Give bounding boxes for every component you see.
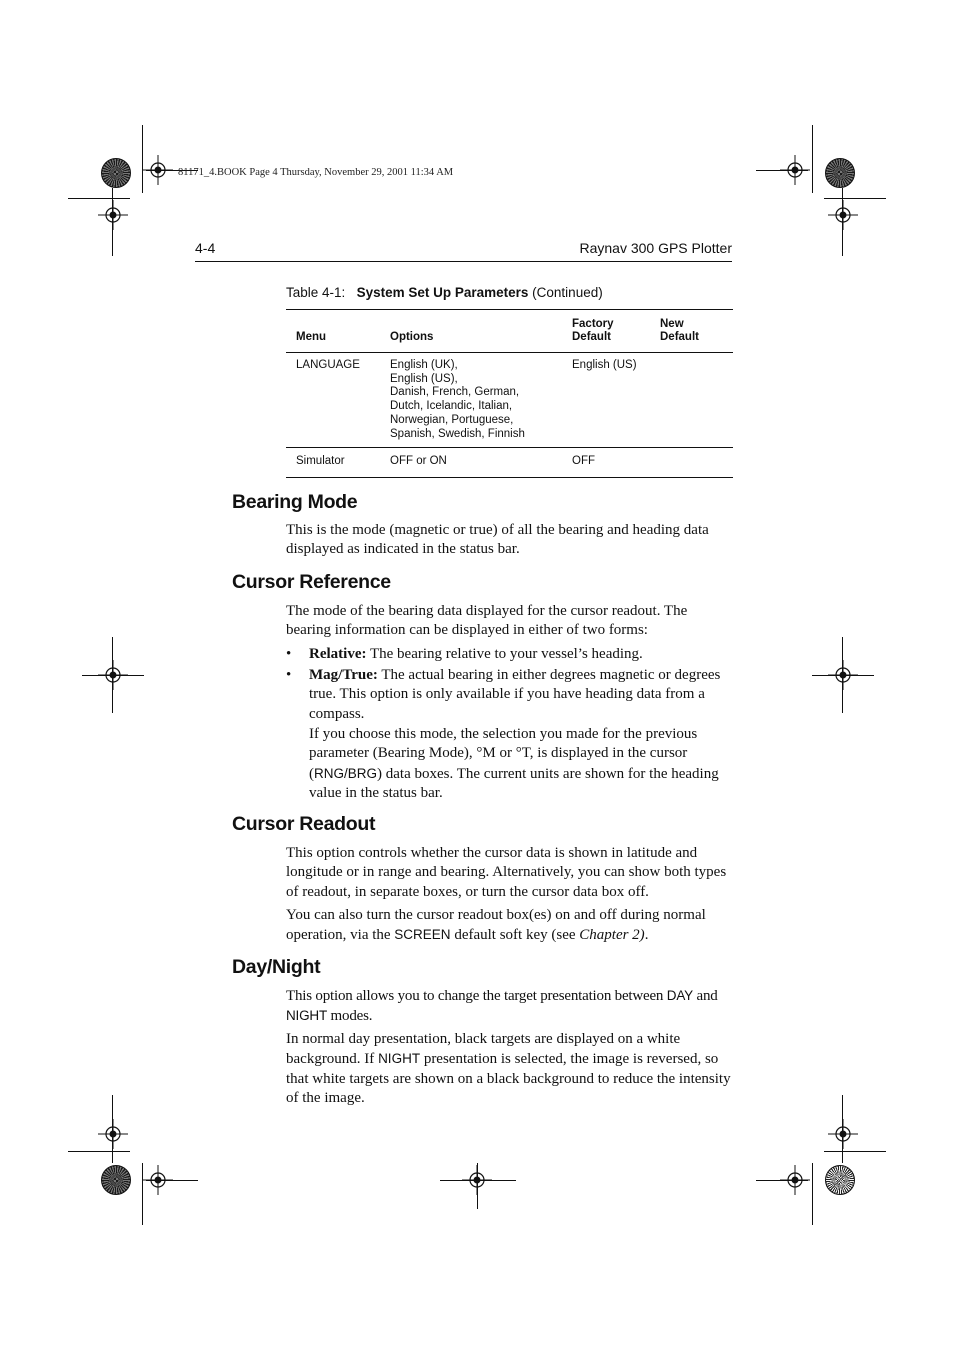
option-line: Norwegian, Portuguese, [390,413,514,426]
table-cell-menu: LANGUAGE [296,359,360,371]
registration-target-icon [98,660,128,690]
table-caption [286,285,603,300]
night-keyword: NIGHT [378,1051,421,1067]
table-cell-menu: Simulator [296,455,345,468]
table-cell-new-default [650,448,733,478]
relative-text: The bearing relative to your vessel’s heading. [366,646,643,662]
table-cell-factory-default: English (US) [572,359,637,371]
bearing-mode-paragraph: This is the mode (magnetic or true) of all the bearing and heading data displayed as indicated in the status bar. [286,522,709,558]
text-run: This option allows you to change the target presentation between [286,988,667,1004]
bullet-marker: • [286,667,292,683]
registration-target-icon [98,1119,128,1149]
table-header-row [286,310,733,353]
column-header-factory-line1: Factory [572,318,614,330]
mag-true-label: Mag/True: [309,667,378,683]
option-line: Dutch, Icelandic, Italian, [390,400,513,413]
option-line: English (US), [390,372,458,385]
bullet-relative [309,645,734,664]
crop-line [824,198,886,199]
cursor-readout-paragraph-2 [286,906,734,946]
screen-keyword: SCREEN [394,927,451,943]
table-row [286,353,733,448]
registration-target-icon [828,200,858,230]
bullet-mag-true [309,666,734,724]
option-line: Danish, French, German, [390,386,520,399]
table-caption-label: Table 4-1: [286,285,346,300]
heading-bearing-mode: Bearing Mode [232,491,358,513]
mag-true-extra-text: ) data boxes. The current units are shown for the heading value in the status bar. [309,765,719,802]
text-run: In normal day presentation, black targets are displayed on a white background. If [286,1031,681,1068]
night-keyword: NIGHT [286,1008,327,1024]
crop-line [68,198,130,199]
crop-line [812,125,813,193]
registration-target-icon [828,1119,858,1149]
column-header-factory-default [562,310,650,353]
mag-true-continuation [309,725,734,804]
table-cell-options [380,448,562,478]
day-night-paragraph [286,986,734,1027]
option-line: OFF or ON [390,455,447,468]
system-setup-table [286,309,733,478]
column-header-factory-line2: Default [572,331,611,343]
table-cell-new-default [650,353,733,448]
heading-cursor-readout: Cursor Readout [232,813,376,835]
text-run: modes. [327,1008,373,1025]
crop-line [824,1151,886,1152]
heading-cursor-reference: Cursor Reference [232,571,391,593]
table-row [286,448,733,478]
registration-rosette-icon [825,1165,855,1195]
registration-rosette-icon [101,158,131,188]
registration-target-icon [143,155,173,185]
day-keyword: DAY [666,988,693,1003]
table-caption-title: System Set Up Parameters [356,285,529,300]
rng-brg-keyword: RNG/BRG [314,765,378,781]
page-number: 4-4 [195,240,216,256]
cursor-readout-paragraph: This option controls whether the cursor data is shown in latitude and longitude or in range and bearing. Alternatively, you can show both types of readout, in separate boxes, or turn the cursor data box off. [286,845,727,900]
column-header-new-line2: Default [660,331,699,343]
header-rule [195,261,732,262]
text-run: presentation is selected, the image is reversed, so that white targets are shown on a black background to reduce the intensity of the image. [286,1051,731,1107]
registration-target-icon [828,660,858,690]
table-caption-suffix: (Continued) [532,285,603,300]
heading-day-night: Day/Night [232,956,321,978]
crop-line [68,1151,130,1152]
bullet-marker: • [286,646,292,662]
mag-true-extra-text: If you choose this mode, the selection you made for the previous parameter (Bearing Mode), °M or °T, is displayed in the cursor ( [309,726,698,782]
column-header-new-default [650,310,733,353]
option-line: Spanish, Swedish, Finnish [390,427,525,440]
crop-line [812,1163,813,1225]
mag-true-text: The actual bearing in either degrees magnetic or degrees true. This option is only available if you have heading data from a compass. [309,667,721,722]
text-run: default soft key (see [450,927,580,944]
option-line: English (UK), [390,359,458,371]
relative-label: Relative: [309,646,367,662]
column-header-new-line1: New [660,318,684,330]
registration-target-icon [98,200,128,230]
text-run: You can also turn the cursor readout box(es) on and off during normal operation, via the [286,907,706,944]
table-cell-options [380,353,562,448]
registration-rosette-icon [825,158,855,188]
registration-rosette-icon [101,1165,131,1195]
column-header-options: Options [390,331,434,343]
print-slug: 81171_4.BOOK Page 4 Thursday, November 29, 2001 11:34 AM [178,167,454,178]
day-night-paragraph-2 [286,1030,734,1109]
book-title: Raynav 300 GPS Plotter [579,240,732,256]
registration-target-icon [780,155,810,185]
registration-target-icon [780,1165,810,1195]
text-run: . [644,927,649,944]
cursor-reference-paragraph: The mode of the bearing data displayed for the cursor readout. The bearing information can be displayed in either of two forms: [286,603,688,639]
registration-target-icon [462,1165,492,1195]
column-header-menu: Menu [296,331,327,343]
registration-target-icon [143,1165,173,1195]
chapter-reference: Chapter 2) [579,927,645,944]
table-cell-factory-default: OFF [572,455,595,468]
text-run: and [692,988,718,1004]
